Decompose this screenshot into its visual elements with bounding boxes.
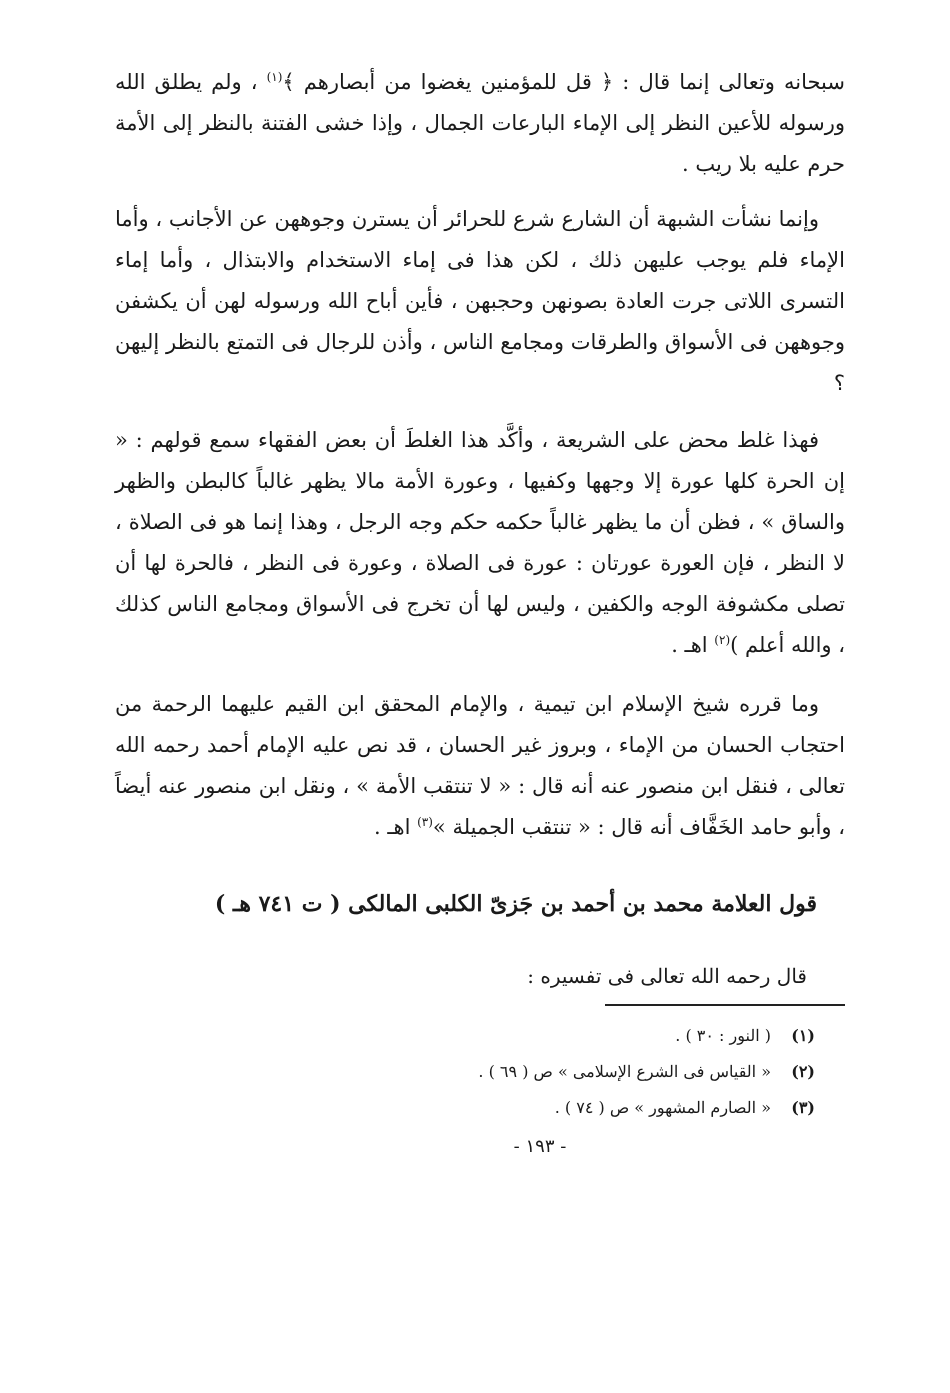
footnote-text: ( النور : ٣٠ ) . <box>675 1026 771 1045</box>
footnote-ref-1: (١) <box>266 70 283 84</box>
document-page <box>115 62 845 1157</box>
footnotes <box>115 1018 845 1126</box>
paragraph-3-text: فهذا غلط محض على الشريعة ، وأكَّد هذا الغلطَ أن بعض الفقهاء سمع قولهم : « إن الحرة كلها عورة إلا وجهها وكفيها ، وعورة الأمة مالا يظهر غالباً كالبطن والظهر والساق » ، فظن أن ما يظهر غالباً حكمه حكم وجه الرجل ، وهذا إنما هو فى الصلاة ، لا النظر ، فإن العورة عورتان : عورة فى الصلاة ، وعورة فى النظر ، فالحرة لها أن تصلى مكشوفة الوجه والكفين ، وليس لها أن تخرج فى الأسواق ومجامع الناس كذلك ، والله أعلم ) <box>115 428 845 657</box>
paragraph-1-text-cont: ، ولم يطلق الله ورسوله للأعين النظر إلى الإماء البارعات الجمال ، وإذا خشى الفتنة بالنظر إلى الأمة حرم عليه بلا ريب . <box>115 70 845 176</box>
page-number: - ١٩٣ - <box>513 1136 567 1157</box>
footnote-1 <box>115 1018 815 1054</box>
footnote-3 <box>115 1090 815 1126</box>
footnote-number: (٣) <box>791 1098 815 1117</box>
paragraph-1-text: سبحانه وتعالى إنما قال : ﴿ قل للمؤمنين يغضوا من أبصارهم ﴾ <box>282 70 845 94</box>
paragraph-3-text-cont: اهـ . <box>671 633 715 657</box>
section-intro: قال رحمه الله تعالى فى تفسيره : <box>527 964 807 988</box>
footnote-2 <box>115 1054 815 1090</box>
footnote-ref-3: (٣) <box>417 815 433 829</box>
footnote-number: (٢) <box>791 1062 815 1081</box>
paragraph-4-text-cont: اهـ . <box>374 815 418 839</box>
section-heading: قول العلامة محمد بن أحمد بن جَزىّ الكلبى المالكى ( ت ٧٤١ هـ ) <box>214 891 817 917</box>
paragraph-2 <box>115 199 845 404</box>
footnote-text: « الصارم المشهور » ص ( ٧٤ ) . <box>554 1098 771 1117</box>
footnote-text: « القياس فى الشرع الإسلامى » ص ( ٦٩ ) . <box>478 1062 771 1081</box>
paragraph-1 <box>115 62 845 185</box>
footnote-number: (١) <box>791 1026 815 1045</box>
paragraph-4 <box>115 684 845 848</box>
paragraph-2-text: وإنما نشأت الشبهة أن الشارع شرع للحرائر أن يسترن وجوههن عن الأجانب ، وأما الإماء فلم يوجب عليهن ذلك ، لكن هذا فى إماء الاستخدام والابتذال ، وأما إماء التسرى اللاتى جرت العادة بصونهن وحجبهن ، فأين أباح الله ورسوله لهن أن يكشفن وجوههن فى الأسواق والطرقات ومجامع الناس ، وأذن للرجال فى التمتع بالنظر إليهن ؟ <box>115 207 845 395</box>
paragraph-4-text: وما قرره شيخ الإسلام ابن تيمية ، والإمام المحقق ابن القيم عليهما الرحمة من احتجاب الحسان من الإماء ، وبروز غير الحسان ، قد نص عليه الإمام أحمد رحمه الله تعالى ، فنقل ابن منصور عنه أنه قال : « لا تنتقب الأمة » ، ونقل ابن منصور عنه أيضاً ، وأبو حامد الخَفَّاف أنه قال : « تنتقب الجميلة » <box>115 692 845 839</box>
footnote-divider <box>605 1004 845 1006</box>
paragraph-3 <box>115 420 845 666</box>
footnote-ref-2: (٢) <box>714 633 731 647</box>
